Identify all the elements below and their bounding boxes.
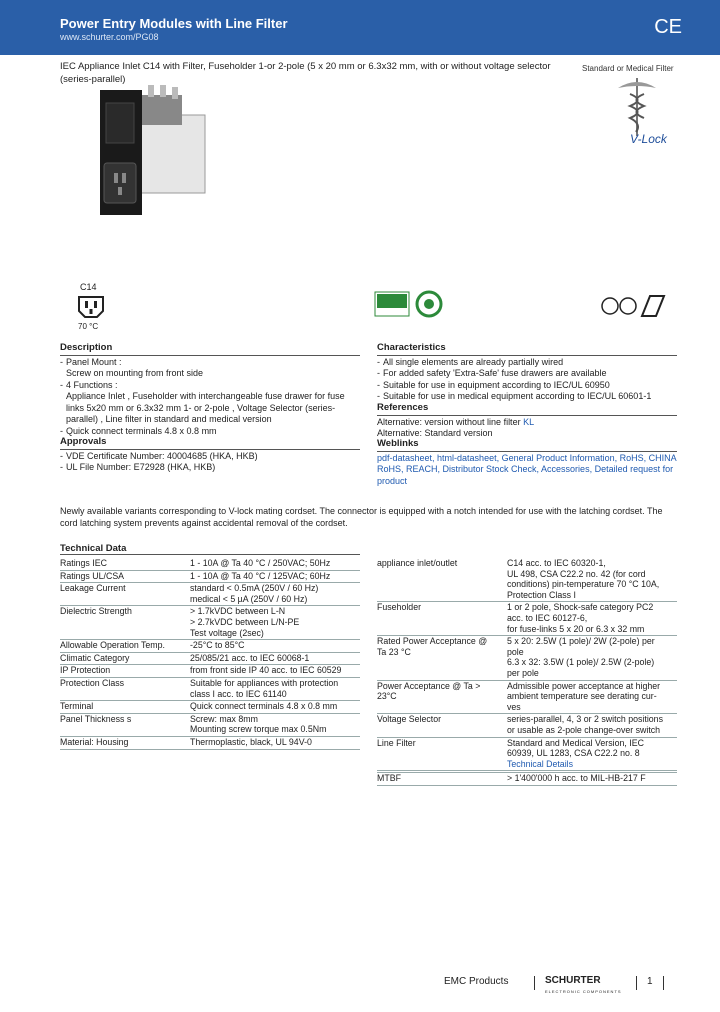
reference-link[interactable]: KL xyxy=(523,416,535,427)
list-item: - Suitable for use in equipment according to IEC/UL 60950 xyxy=(377,380,677,392)
references-title: References xyxy=(377,402,677,416)
reference-text: Alternative: Standard version xyxy=(377,428,493,438)
list-item: Screw on mounting from front side xyxy=(66,368,204,378)
medical-caduceus-icon xyxy=(612,74,662,140)
row-value: 1 - 10A @ Ta 40 °C / 125VAC; 60Hz xyxy=(190,570,360,583)
references-section xyxy=(377,402,677,440)
weblinks-list[interactable]: pdf-datasheet, html-datasheet, General Product Information, RoHS, CHINA RoHS, REACH, Distributor Stock Check, Accessories, Detailed request for product xyxy=(377,452,677,486)
approvals-title: Approvals xyxy=(60,436,360,450)
v-lock-logo: V-Lock xyxy=(630,132,667,146)
vlock-note: Newly available variants corresponding to V-lock mating cordset. The connector is equipped with a notch intended for use with the latching cordset. The cord latching system prevents against accidental removal of the cordset. xyxy=(60,506,663,528)
table-row xyxy=(60,570,360,583)
row-label: Terminal xyxy=(60,701,190,714)
row-label: Climatic Category xyxy=(60,652,190,665)
footer-divider xyxy=(663,976,664,990)
ul-csa-approval-icons xyxy=(598,292,678,320)
table-row xyxy=(377,558,677,602)
weblinks-section xyxy=(377,438,677,487)
technical-data-title: Technical Data xyxy=(60,543,360,555)
table-row xyxy=(377,714,677,737)
row-label: Material: Housing xyxy=(60,736,190,749)
page-number: 1 xyxy=(647,976,653,987)
reference-text: Alternative: version without line filter xyxy=(377,416,524,427)
table-row xyxy=(60,736,360,749)
row-label: Ratings IEC xyxy=(60,558,190,570)
table-row xyxy=(60,713,360,736)
list-item: - 4 Functions : xyxy=(60,380,360,392)
page-title: Power Entry Modules with Line Filter xyxy=(60,16,288,31)
header-url[interactable]: www.schurter.com/PG08 xyxy=(60,32,159,42)
list-item: - Quick connect terminals 4.8 x 0.8 mm xyxy=(60,426,360,438)
list-item: - For added safety 'Extra-Safe' fuse drawers are available xyxy=(377,368,677,380)
schurter-tagline: ELECTRONIC COMPONENTS xyxy=(545,989,622,994)
row-label: Protection Class xyxy=(60,677,190,700)
footer-category: EMC Products xyxy=(444,976,509,987)
table-row xyxy=(60,558,360,570)
row-value: series-parallel, 4, 3 or 2 switch positions or usable as 2-pole change-over switch xyxy=(507,714,677,737)
list-item: Appliance Inlet , Fuseholder with interchangeable fuse drawer for fuse links 5x20 mm or 6.3x32 mm 1- or 2-pole , Voltage Selector (series-parallel) , Line filter in standard and medical version xyxy=(66,391,345,424)
row-label: Panel Thickness s xyxy=(60,713,190,736)
description-title: Description xyxy=(60,342,360,356)
table-row xyxy=(60,701,360,714)
row-value: > 1'400'000 h acc. to MIL-HB-217 F xyxy=(507,773,677,786)
table-row xyxy=(377,773,677,786)
list-item: - UL File Number: E72928 (HKA, HKB) xyxy=(60,462,360,474)
row-label: MTBF xyxy=(377,773,507,786)
c14-connector-icon xyxy=(75,294,107,320)
row-value: Thermoplastic, black, UL 94V-0 xyxy=(190,736,360,749)
table-row xyxy=(60,640,360,653)
row-value: from front side IP 40 acc. to IEC 60529 xyxy=(190,665,360,678)
characteristics-title: Characteristics xyxy=(377,342,677,356)
table-row xyxy=(60,606,360,640)
characteristics-section xyxy=(377,342,677,403)
product-image xyxy=(80,85,210,215)
row-label: Dielectric Strength xyxy=(60,606,190,640)
row-value: Suitable for appliances with protection class I acc. to IEC 61140 xyxy=(190,677,360,700)
row-label: Fuseholder xyxy=(377,602,507,636)
connector-temp: 70 °C xyxy=(78,322,99,331)
row-value: 1 - 10A @ Ta 40 °C / 250VAC; 50Hz xyxy=(190,558,360,570)
table-row xyxy=(377,680,677,714)
row-value: Standard and Medical Version, IEC 60939, UL 1283, CSA C22.2 no. 8 Technical Details xyxy=(507,737,677,771)
description-section xyxy=(60,342,360,437)
row-value: Screw: max 8mm Mounting screw torque max 0.5Nm xyxy=(190,713,360,736)
table-row xyxy=(60,665,360,678)
rohs-approval-icons xyxy=(373,290,473,322)
row-value: Admissible power acceptance at higher ambient temperature see derating cur- ves xyxy=(507,680,677,714)
footer-divider xyxy=(636,976,637,990)
table-row xyxy=(377,636,677,680)
table-row xyxy=(60,677,360,700)
schurter-logo: SCHURTER xyxy=(545,975,601,986)
row-value: 25/085/21 acc. to IEC 60068-1 xyxy=(190,652,360,665)
row-value: 1 or 2 pole, Shock-safe category PC2 acc. to IEC 60127-6, for fuse-links 5 x 20 or 6.3 x 32 mm xyxy=(507,602,677,636)
technical-table-right xyxy=(377,558,677,786)
list-item: - Panel Mount : xyxy=(60,357,360,369)
row-value: -25°C to 85°C xyxy=(190,640,360,653)
row-value: C14 acc. to IEC 60320-1, UL 498, CSA C22.2 no. 42 (for cord conditions) pin-temperature 70 °C 10A, Protection Class I xyxy=(507,558,677,602)
list-item: - All single elements are already partially wired xyxy=(377,357,677,369)
technical-details-link[interactable]: Technical Details xyxy=(507,758,574,769)
row-label: Voltage Selector xyxy=(377,714,507,737)
footer-divider xyxy=(534,976,535,990)
row-label: Rated Power Acceptance @ Ta 23 °C xyxy=(377,636,507,680)
row-value: 5 x 20: 2.5W (1 pole)/ 2W (2-pole) per pole 6.3 x 32: 3.5W (1 pole)/ 2.5W (2-pole) per pole xyxy=(507,636,677,680)
table-row xyxy=(377,737,677,771)
row-label: IP Protection xyxy=(60,665,190,678)
weblinks-title: Weblinks xyxy=(377,438,677,452)
cert-label: Standard or Medical Filter xyxy=(582,64,674,73)
row-label: Power Acceptance @ Ta > 23°C xyxy=(377,680,507,714)
row-label: Line Filter xyxy=(377,737,507,771)
product-code: CE xyxy=(654,16,682,38)
row-label: Ratings UL/CSA xyxy=(60,570,190,583)
list-item: - VDE Certificate Number: 40004685 (HKA, HKB) xyxy=(60,451,360,463)
list-item: - Suitable for use in medical equipment according to IEC/UL 60601-1 xyxy=(377,391,677,403)
row-label: appliance inlet/outlet xyxy=(377,558,507,602)
row-label: Leakage Current xyxy=(60,583,190,606)
intro-text: IEC Appliance Inlet C14 with Filter, Fuseholder 1-or 2-pole (5 x 20 mm or 6.3x32 mm, with or without voltage selector (series-parallel) xyxy=(60,61,551,85)
row-value: > 1.7kVDC between L-N > 2.7kVDC between L/N-PE Test voltage (2sec) xyxy=(190,606,360,640)
table-row xyxy=(60,652,360,665)
connector-type: C14 xyxy=(80,282,97,292)
row-label: Allowable Operation Temp. xyxy=(60,640,190,653)
technical-table-left xyxy=(60,558,360,750)
header-bar xyxy=(0,0,720,55)
row-value: Quick connect terminals 4.8 x 0.8 mm xyxy=(190,701,360,714)
table-row xyxy=(60,583,360,606)
row-value: standard < 0.5mA (250V / 60 Hz) medical < 5 µA (250V / 60 Hz) xyxy=(190,583,360,606)
table-row xyxy=(377,602,677,636)
approvals-section xyxy=(60,436,360,474)
